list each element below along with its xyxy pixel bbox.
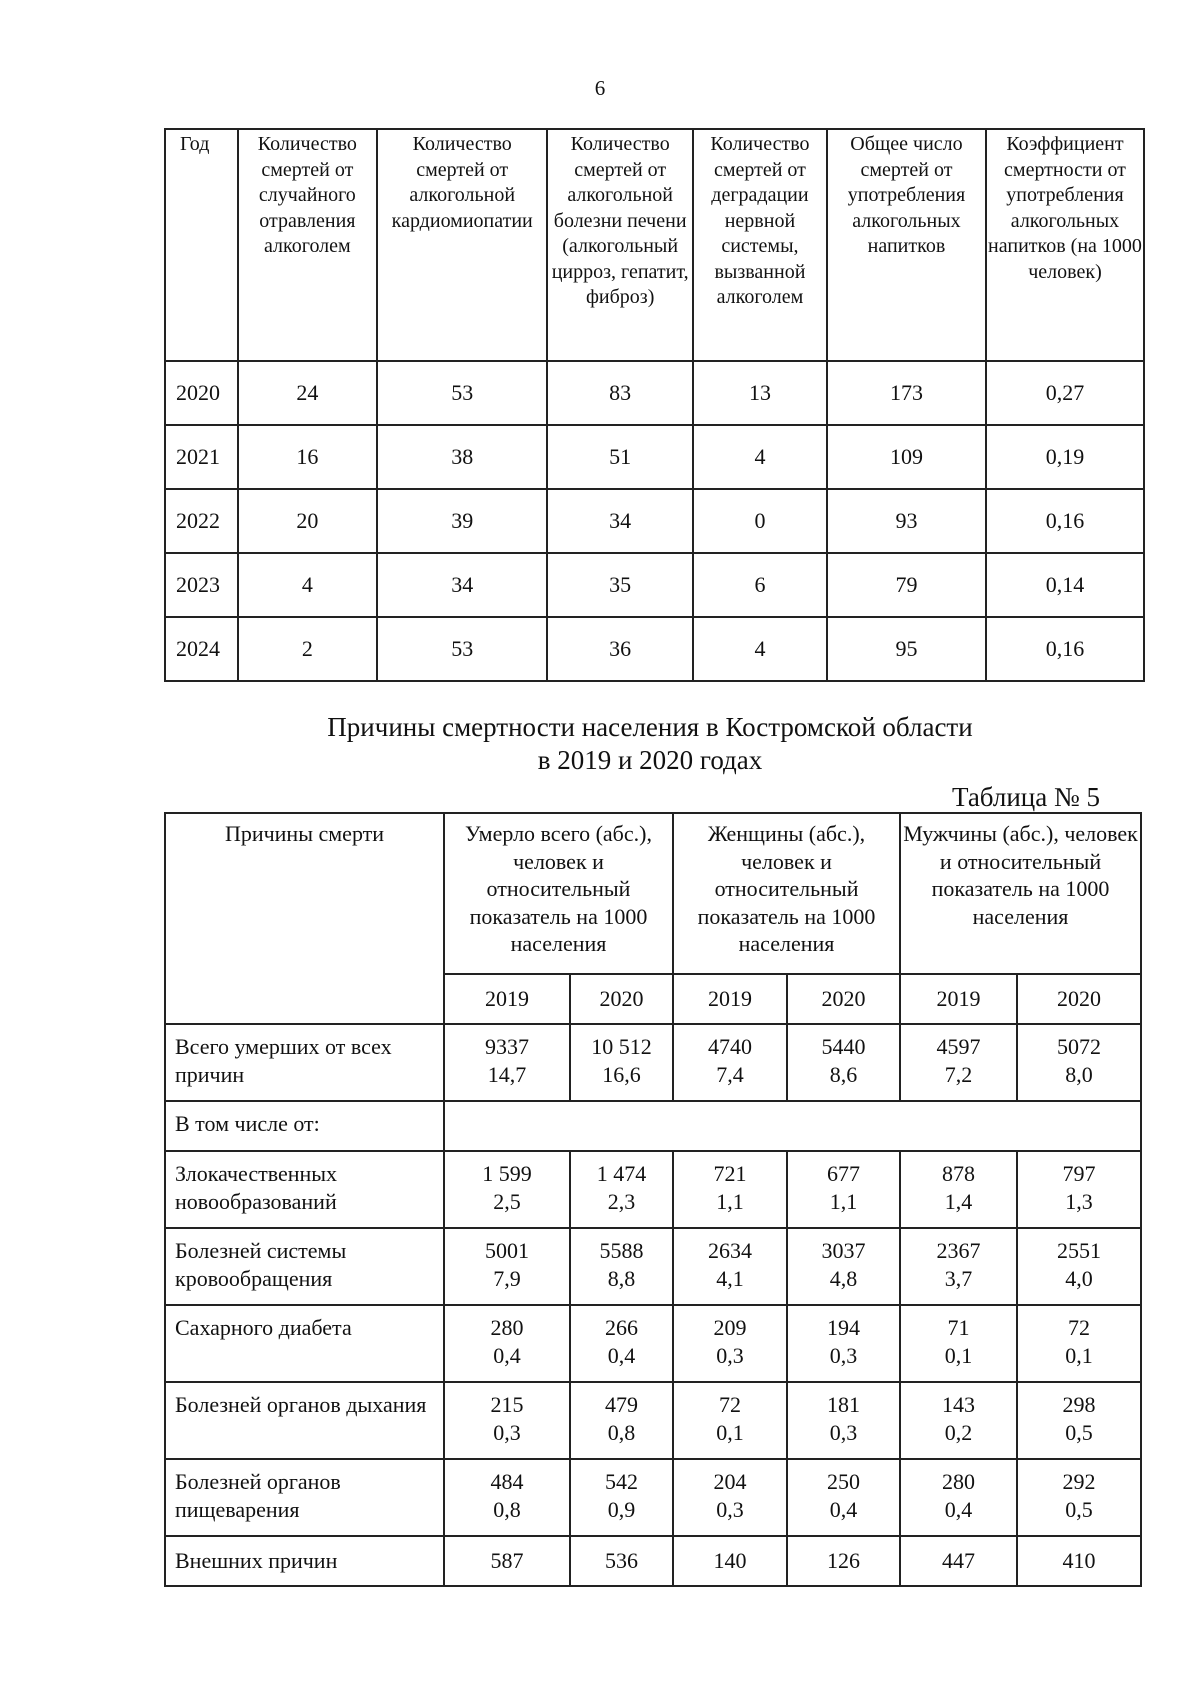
cell: 204 0,3 xyxy=(673,1459,787,1536)
cell: 0,14 xyxy=(986,553,1144,617)
cell: 93 xyxy=(827,489,986,553)
cause-label: Болезней органов пищеварения xyxy=(165,1459,444,1536)
table-row xyxy=(165,1305,1141,1382)
cell: 5001 7,9 xyxy=(444,1228,570,1305)
year-header: 2019 xyxy=(900,974,1017,1024)
cell: 797 1,3 xyxy=(1017,1151,1141,1228)
cause-label: Болезней органов дыхания xyxy=(165,1382,444,1459)
cell: 3037 4,8 xyxy=(787,1228,900,1305)
cell: 36 xyxy=(547,617,692,681)
cause-label: Злокачественных новообразований xyxy=(165,1151,444,1228)
table-row xyxy=(165,617,1144,681)
year-header: 2019 xyxy=(444,974,570,1024)
col-header-cardiomyopathy: Количество смертей от алкогольной кардиомиопатии xyxy=(377,129,547,361)
cell: 215 0,3 xyxy=(444,1382,570,1459)
cell: 72 0,1 xyxy=(673,1382,787,1459)
col-header-nervous-system: Количество смертей от деградации нервной системы, вызванной алкоголем xyxy=(693,129,827,361)
cause-label: Всего умерших от всех причин xyxy=(165,1024,444,1101)
col-header-liver-disease: Количество смертей от алкогольной болезни печени (алкогольный цирроз, гепатит, фиброз) xyxy=(547,129,692,361)
empty-cell xyxy=(444,1101,1141,1151)
cell-year: 2024 xyxy=(165,617,238,681)
cell: 298 0,5 xyxy=(1017,1382,1141,1459)
cell: 878 1,4 xyxy=(900,1151,1017,1228)
cell: 4 xyxy=(693,617,827,681)
cell: 9337 14,7 xyxy=(444,1024,570,1101)
cell: 0,27 xyxy=(986,361,1144,425)
table-header-row xyxy=(165,813,1141,974)
table-row xyxy=(165,1459,1141,1536)
table-header-row xyxy=(165,129,1144,361)
cell: 479 0,8 xyxy=(570,1382,673,1459)
table-caption-line1: Причины смертности населения в Костромской области xyxy=(327,712,973,742)
table-row xyxy=(165,425,1144,489)
subheader-label: В том числе от: xyxy=(165,1101,444,1151)
cell: 181 0,3 xyxy=(787,1382,900,1459)
cell: 5588 8,8 xyxy=(570,1228,673,1305)
cell: 10 512 16,6 xyxy=(570,1024,673,1101)
cell: 53 xyxy=(377,617,547,681)
cell: 51 xyxy=(547,425,692,489)
cell: 143 0,2 xyxy=(900,1382,1017,1459)
cell: 292 0,5 xyxy=(1017,1459,1141,1536)
table-row xyxy=(165,1536,1141,1586)
cell: 209 0,3 xyxy=(673,1305,787,1382)
cell: 1 599 2,5 xyxy=(444,1151,570,1228)
cell: 13 xyxy=(693,361,827,425)
year-header: 2020 xyxy=(570,974,673,1024)
col-header-men: Мужчины (абс.), человек и относительный показатель на 1000 населения xyxy=(900,813,1141,974)
col-header-year: Год xyxy=(165,129,238,361)
cell: 280 0,4 xyxy=(900,1459,1017,1536)
cell: 109 xyxy=(827,425,986,489)
cell: 5440 8,6 xyxy=(787,1024,900,1101)
cell: 53 xyxy=(377,361,547,425)
mortality-causes-table xyxy=(164,812,1142,1587)
col-header-total-deaths: Общее число смертей от употребления алкогольных напитков xyxy=(827,129,986,361)
cell: 4 xyxy=(238,553,377,617)
cell: 0,19 xyxy=(986,425,1144,489)
cell: 79 xyxy=(827,553,986,617)
col-header-cause: Причины смерти xyxy=(165,813,444,1024)
cause-label: Сахарного диабета xyxy=(165,1305,444,1382)
cell: 250 0,4 xyxy=(787,1459,900,1536)
cell: 24 xyxy=(238,361,377,425)
cell: 1 474 2,3 xyxy=(570,1151,673,1228)
cause-label: Болезней системы кровообращения xyxy=(165,1228,444,1305)
col-header-mortality-rate: Коэффициент смертности от употребления алкогольных напитков (на 1000 человек) xyxy=(986,129,1144,361)
cell: 266 0,4 xyxy=(570,1305,673,1382)
cell: 0 xyxy=(693,489,827,553)
cell-year: 2022 xyxy=(165,489,238,553)
year-header: 2020 xyxy=(1017,974,1141,1024)
cell: 4 xyxy=(693,425,827,489)
cell: 542 0,9 xyxy=(570,1459,673,1536)
year-header: 2020 xyxy=(787,974,900,1024)
cell: 71 0,1 xyxy=(900,1305,1017,1382)
cell: 20 xyxy=(238,489,377,553)
cell: 34 xyxy=(547,489,692,553)
cell: 4740 7,4 xyxy=(673,1024,787,1101)
table-row xyxy=(165,489,1144,553)
cell: 677 1,1 xyxy=(787,1151,900,1228)
cell: 38 xyxy=(377,425,547,489)
cell: 126 xyxy=(787,1536,900,1586)
cell: 484 0,8 xyxy=(444,1459,570,1536)
page-number: 6 xyxy=(594,76,606,100)
alcohol-mortality-table xyxy=(164,128,1145,682)
col-header-poisoning: Количество смертей от случайного отравления алкоголем xyxy=(238,129,377,361)
table-caption-line2: в 2019 и 2020 годах xyxy=(537,745,763,775)
cell: 721 1,1 xyxy=(673,1151,787,1228)
cell: 447 xyxy=(900,1536,1017,1586)
cell: 587 xyxy=(444,1536,570,1586)
cell: 6 xyxy=(693,553,827,617)
cell: 5072 8,0 xyxy=(1017,1024,1141,1101)
cell: 35 xyxy=(547,553,692,617)
cell: 536 xyxy=(570,1536,673,1586)
cell: 410 xyxy=(1017,1536,1141,1586)
cell: 173 xyxy=(827,361,986,425)
cell: 2634 4,1 xyxy=(673,1228,787,1305)
table-row xyxy=(165,1151,1141,1228)
cell: 2367 3,7 xyxy=(900,1228,1017,1305)
cell: 0,16 xyxy=(986,489,1144,553)
cell: 72 0,1 xyxy=(1017,1305,1141,1382)
table-row xyxy=(165,1228,1141,1305)
table-row-total xyxy=(165,1024,1141,1101)
cell: 95 xyxy=(827,617,986,681)
cell-year: 2020 xyxy=(165,361,238,425)
cell-year: 2021 xyxy=(165,425,238,489)
year-header: 2019 xyxy=(673,974,787,1024)
cell: 140 xyxy=(673,1536,787,1586)
col-header-total: Умерло всего (абс.), человек и относительный показатель на 1000 населения xyxy=(444,813,673,974)
cell-year: 2023 xyxy=(165,553,238,617)
cell: 4597 7,2 xyxy=(900,1024,1017,1101)
table-number: Таблица № 5 xyxy=(952,782,1100,812)
cell: 0,16 xyxy=(986,617,1144,681)
table-row xyxy=(165,361,1144,425)
cell: 280 0,4 xyxy=(444,1305,570,1382)
cell: 2 xyxy=(238,617,377,681)
cell: 194 0,3 xyxy=(787,1305,900,1382)
cell: 83 xyxy=(547,361,692,425)
table-row xyxy=(165,1382,1141,1459)
cell: 16 xyxy=(238,425,377,489)
table-row xyxy=(165,553,1144,617)
cell: 34 xyxy=(377,553,547,617)
cell: 39 xyxy=(377,489,547,553)
cell: 2551 4,0 xyxy=(1017,1228,1141,1305)
cause-label: Внешних причин xyxy=(165,1536,444,1586)
table-subheader-row xyxy=(165,1101,1141,1151)
col-header-women: Женщины (абс.), человек и относительный показатель на 1000 населения xyxy=(673,813,900,974)
